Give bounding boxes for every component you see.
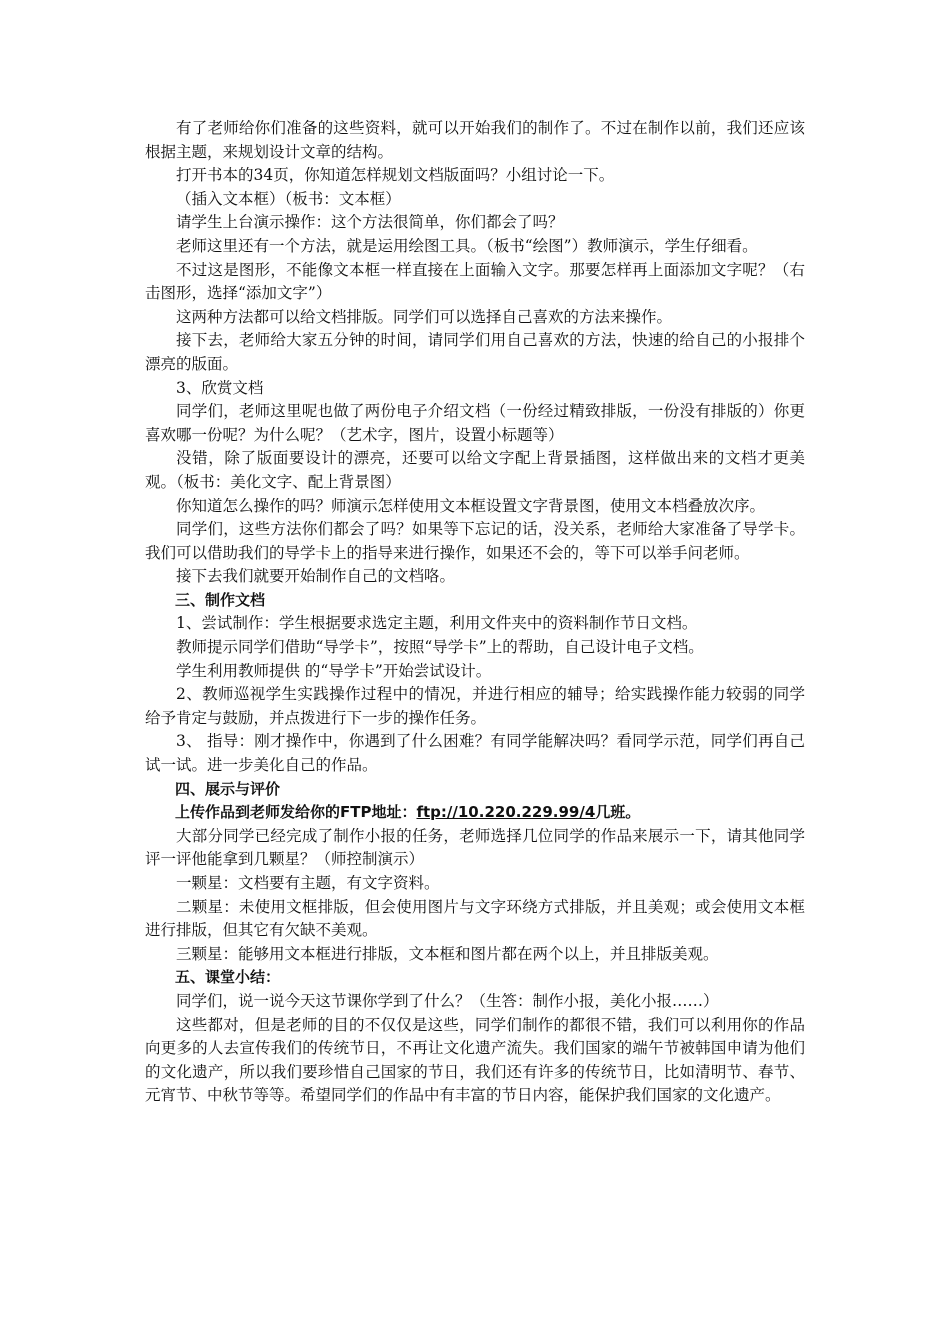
body-paragraph: 同学们，这些方法你们都会了吗？如果等下忘记的话，没关系，老师给大家准备了导学卡。我们可以借助我们的导学卡上的指导来进行操作，如果还不会的，等下可以举手问老师。 (145, 520, 805, 562)
body-paragraph: 你知道怎么操作的吗？师演示怎样使用文本框设置文字背景图，使用文本档叠放次序。 (176, 496, 766, 515)
ftp-prefix: 上传作品到老师发给你的FTP地址： (175, 803, 417, 822)
ftp-suffix: 几班。 (595, 803, 641, 822)
section-heading: 四、展示与评价 (175, 779, 281, 798)
body-paragraph: 二颗星：未使用文框排版，但会使用图片与文字环绕方式排版，并且美观；或会使用文本框进行排版，但其它有欠缺不美观。 (145, 897, 805, 940)
body-paragraph: 同学们，老师这里呢也做了两份电子介绍文档（一份经过精致排版，一份没有排版的）你更喜欢哪一份呢？为什么呢？（艺术字，图片，设置小标题等） (145, 402, 805, 444)
body-paragraph: 2、教师巡视学生实践操作过程中的情况，并进行相应的辅导；给实践操作能力较弱的同学给予肯定与鼓励，并点拨进行下一步的操作任务。 (145, 685, 805, 727)
ftp-upload-instruction (145, 801, 805, 825)
body-paragraph: 这两种方法都可以给文档排版。同学们可以选择自己喜欢的方法来操作。 (176, 307, 673, 326)
body-paragraph: 3、欣赏文档 (176, 378, 264, 397)
body-paragraph: 1、尝试制作：学生根据要求选定主题，利用文件夹中的资料制作节日文档。 (176, 614, 698, 633)
body-paragraph: 一颗星：文档要有主题，有文字资料。 (176, 874, 440, 892)
section-heading: 三、制作文档 (175, 590, 266, 609)
body-paragraph: 学生利用教师提供 的“导学卡”开始尝试设计。 (176, 661, 492, 680)
section-heading: 五、课堂小结： (175, 968, 281, 987)
body-paragraph: 请学生上台演示操作：这个方法很简单，你们都会了吗？ (176, 213, 564, 232)
body-paragraph: （插入文本框）（板书：文本框） (176, 189, 401, 208)
body-paragraph: 接下去，老师给大家五分钟的时间，请同学们用自己喜欢的方法，快速的给自己的小报排个漂亮的版面。 (145, 331, 805, 373)
body-paragraph: 同学们，说一说今天这节课你学到了什么？（生答：制作小报，美化小报……） (176, 991, 719, 1010)
body-paragraph: 打开书本的34页，你知道怎样规划文档版面吗？小组讨论一下。 (176, 166, 615, 185)
body-paragraph: 接下去我们就要开始制作自己的文档咯。 (176, 567, 456, 586)
body-paragraph: 不过这是图形，不能像文本框一样直接在上面输入文字。那要怎样再上面添加文字呢？（右击图形，选择“添加文字”） (145, 260, 805, 303)
body-paragraph: 老师这里还有一个方法，就是运用绘图工具。（板书“绘图”）教师演示，学生仔细看。 (176, 236, 758, 255)
body-paragraph: 有了老师给你们准备的这些资料，就可以开始我们的制作了。不过在制作以前，我们还应该根据主题，来规划设计文章的结构。 (145, 119, 805, 161)
body-paragraph: 三颗星：能够用文本框进行排版，文本框和图片都在两个以上，并且排版美观。 (176, 944, 719, 963)
body-paragraph: 这些都对，但是老师的目的不仅仅是这些，同学们制作的都很不错，我们可以利用你的作品向更多的人去宣传我们的传统节日，不再让文化遗产流失。我们国家的端午节被韩国申请为他们的文化遗产，所以我们要珍惜自己国家的节日，我们还有许多的传统节日，比如清明节、春节、元宵节、中秋节等等。希望同学们的作品中有丰富的节日内容，能保护我们国家的文化遗产。 (145, 1015, 805, 1105)
body-paragraph: 没错，除了版面要设计的漂亮，还要可以给文字配上背景插图，这样做出来的文档才更美观。（板书：美化文字、配上背景图） (145, 449, 805, 491)
body-paragraph: 3、 指导：刚才操作中，你遇到了什么困难？有同学能解决吗？看同学示范，同学们再自己试一试。进一步美化自己的作品。 (145, 732, 805, 775)
document-page (145, 117, 805, 1108)
body-paragraph: 大部分同学已经完成了制作小报的任务，老师选择几位同学的作品来展示一下，请其他同学评一评他能拿到几颗星？（师控制演示） (145, 826, 805, 869)
ftp-address-link[interactable]: ftp://10.220.229.99/4 (416, 803, 596, 822)
body-paragraph: 教师提示同学们借助“导学卡”，按照“导学卡”上的帮助，自己设计电子文档。 (176, 638, 704, 657)
